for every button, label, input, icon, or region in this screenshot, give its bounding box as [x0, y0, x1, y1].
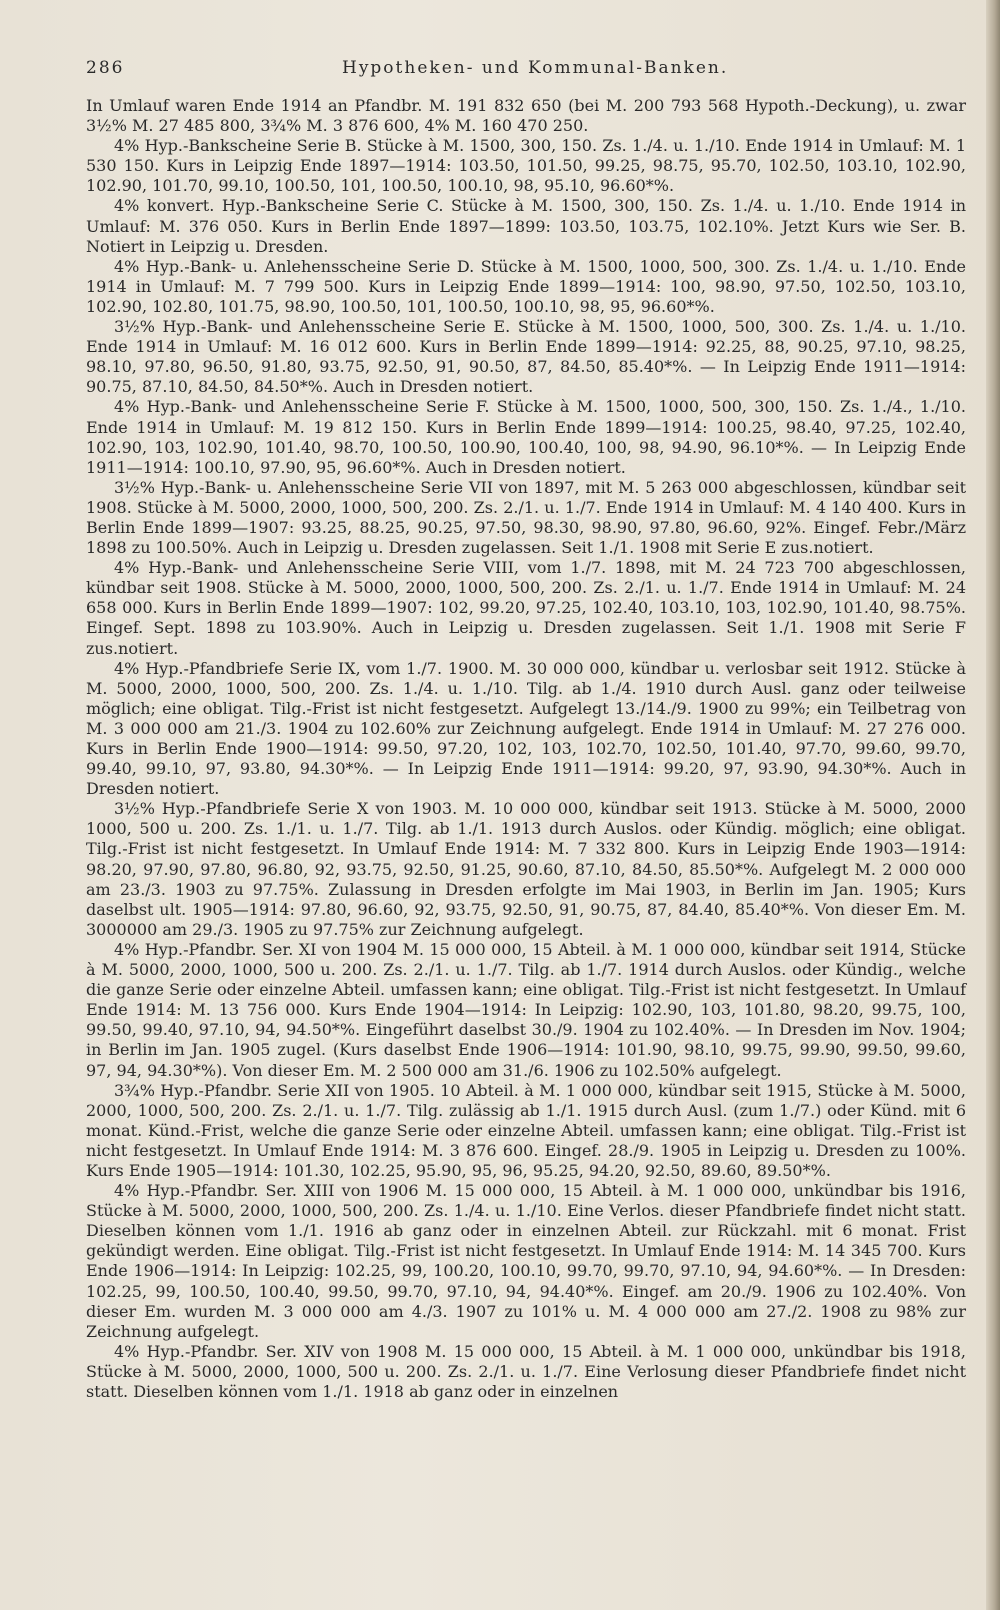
- paragraph-serie-xiv: 4% Hyp.-Pfandbr. Ser. XIV von 1908 M. 15 000 000, 15 Abteil. à M. 1 000 000, unkündbar bis 1918, Stücke à M. 5000, 2000, 1000, 500 u. 200. Zs. 2./1. u. 1./7. Eine Verlosung dieser Pfandbriefe findet nicht statt. Dieselben können vom 1./1. 1918 ab ganz oder in einzelnen: [86, 1341, 966, 1401]
- paragraph-serie-xi: 4% Hyp.-Pfandbr. Ser. XI von 1904 M. 15 000 000, 15 Abteil. à M. 1 000 000, kündbar seit 1914, Stücke à M. 5000, 2000, 1000, 500 u. 200. Zs. 2./1. u. 1./7. Tilg. ab 1./7. 1914 durch Auslos. oder Kündig., welche die ganze Serie oder einzelne Abteil. umfassen kann; eine obligat. Tilg.-Frist ist nicht festgesetzt. In Umlauf Ende 1914: M. 13 756 000. Kurs Ende 1904—1914: In Leipzig: 102.90, 103, 101.80, 98.20, 99.75, 100, 99.50, 99.40, 97.10, 94, 94.50*%. Eingeführt daselbst 30./9. 1904 zu 102.40%. — In Dresden im Nov. 1904; in Berlin im Jan. 1905 zugel. (Kurs daselbst Ende 1906—1914: 101.90, 98.10, 99.75, 99.90, 99.50, 99.60, 97, 94, 94.30*%). Von dieser Em. M. 2 500 000 am 31./6. 1906 zu 102.50% aufgelegt.: [86, 939, 966, 1080]
- paragraph-umlauf: In Umlauf waren Ende 1914 an Pfandbr. M. 191 832 650 (bei M. 200 793 568 Hypoth.-Deckung), u. zwar 3½% M. 27 485 800, 3¾% M. 3 876 600, 4% M. 160 470 250.: [86, 96, 966, 136]
- book-spine-shadow: [986, 0, 1000, 1610]
- page-number: 286: [86, 58, 125, 78]
- paragraph-serie-ix: 4% Hyp.-Pfandbriefe Serie IX, vom 1./7. 1900. M. 30 000 000, kündbar u. verlosbar seit 1912. Stücke à M. 5000, 2000, 1000, 500, 200. Zs. 1./4. u. 1./10. Tilg. ab 1./4. 1910 durch Ausl. ganz oder teilweise möglich; eine obligat. Tilg.-Frist ist nicht festgesetzt. Aufgelegt 13./14./9. 1900 zu 99%; ein Teilbetrag von M. 3 000 000 am 21./3. 1904 zu 102.60% zur Zeichnung aufgelegt. Ende 1914 in Umlauf: M. 27 276 000. Kurs in Berlin Ende 1900—1914: 99.50, 97.20, 102, 103, 102.70, 102.50, 101.40, 97.70, 99.60, 99.70, 99.40, 99.10, 97, 93.80, 94.30*%. — In Leipzig Ende 1911—1914: 99.20, 97, 93.90, 94.30*%. Auch in Dresden notiert.: [86, 658, 966, 799]
- paragraph-serie-vii: 3½% Hyp.-Bank- u. Anlehensscheine Serie VII von 1897, mit M. 5 263 000 abgeschlossen, kündbar seit 1908. Stücke à M. 5000, 2000, 1000, 500, 200. Zs. 2./1. u. 1./7. Ende 1914 in Umlauf: M. 4 140 400. Kurs in Berlin Ende 1899—1907: 93.25, 88.25, 90.25, 97.50, 98.30, 98.90, 97.80, 96.60, 92%. Eingef. Febr./März 1898 zu 100.50%. Auch in Leipzig u. Dresden zugelassen. Seit 1./1. 1908 mit Serie E zus.notiert.: [86, 477, 966, 558]
- paragraph-serie-x: 3½% Hyp.-Pfandbriefe Serie X von 1903. M. 10 000 000, kündbar seit 1913. Stücke à M. 5000, 2000 1000, 500 u. 200. Zs. 1./1. u. 1./7. Tilg. ab 1./1. 1913 durch Auslos. oder Kündig. möglich; eine obligat. Tilg.-Frist ist nicht festgesetzt. In Umlauf Ende 1914: M. 7 332 800. Kurs in Leipzig Ende 1903—1914: 98.20, 97.90, 97.80, 96.80, 92, 93.75, 92.50, 91.25, 90.60, 87.10, 84.50, 85.50*%. Aufgelegt M. 2 000 000 am 23./3. 1903 zu 97.75%. Zulassung in Dresden erfolgte im Mai 1903, in Berlin im Jan. 1905; Kurs daselbst ult. 1905—1914: 97.80, 96.60, 92, 93.75, 92.50, 91, 90.75, 87, 84.40, 85.40*%. Von dieser Em. M. 3000000 am 29./3. 1905 zu 97.75% zur Zeichnung aufgelegt.: [86, 799, 966, 939]
- paragraph-serie-viii: 4% Hyp.-Bank- und Anlehensscheine Serie VIII, vom 1./7. 1898, mit M. 24 723 700 abgeschlossen, kündbar seit 1908. Stücke à M. 5000, 2000, 1000, 500, 200. Zs. 2./1. u. 1./7. Ende 1914 in Umlauf: M. 24 658 000. Kurs in Berlin Ende 1899—1907: 102, 99.20, 97.25, 102.40, 103.10, 103, 102.90, 101.40, 98.75%. Eingef. Sept. 1898 zu 103.90%. Auch in Leipzig u. Dresden zugelassen. Seit 1./1. 1908 mit Serie F zus.notiert.: [86, 558, 966, 658]
- page-body: [86, 96, 966, 1402]
- paragraph-serie-c: 4% konvert. Hyp.-Bankscheine Serie C. Stücke à M. 1500, 300, 150. Zs. 1./4. u. 1./10. Ende 1914 in Umlauf: M. 376 050. Kurs in Berlin Ende 1897—1899: 103.50, 103.75, 102.10%. Jetzt Kurs wie Ser. B. Notiert in Leipzig u. Dresden.: [86, 196, 966, 256]
- running-title: Hypotheken- und Kommunal-Banken.: [342, 58, 729, 78]
- paragraph-serie-b: 4% Hyp.-Bankscheine Serie B. Stücke à M. 1500, 300, 150. Zs. 1./4. u. 1./10. Ende 1914 in Umlauf: M. 1 530 150. Kurs in Leipzig Ende 1897—1914: 103.50, 101.50, 99.25, 98.75, 95.70, 102.50, 103.10, 102.90, 102.90, 101.70, 99.10, 100.50, 101, 100.50, 100.10, 98, 95.10, 96.60*%.: [86, 136, 966, 196]
- paragraph-serie-xiii: 4% Hyp.-Pfandbr. Ser. XIII von 1906 M. 15 000 000, 15 Abteil. à M. 1 000 000, unkündbar bis 1916, Stücke à M. 5000, 2000, 1000, 500, 200. Zs. 1./4. u. 1./10. Eine Verlos. dieser Pfandbriefe findet nicht statt. Dieselben können vom 1./1. 1916 ab ganz oder in einzelnen Abteil. zur Rückzahl. mit 6 monat. Frist gekündigt werden. Eine obligat. Tilg.-Frist ist nicht festgesetzt. In Umlauf Ende 1914: M. 14 345 700. Kurs Ende 1906—1914: In Leipzig: 102.25, 99, 100.20, 100.10, 99.70, 99.70, 97.10, 94, 94.60*%. — In Dresden: 102.25, 99, 100.50, 100.40, 99.50, 99.70, 97.10, 94, 94.40*%. Eingef. am 20./9. 1906 zu 102.40%. Von dieser Em. wurden M. 3 000 000 am 4./3. 1907 zu 101% u. M. 4 000 000 am 27./2. 1908 zu 98% zur Zeichnung aufgelegt.: [86, 1181, 966, 1341]
- paragraph-serie-f: 4% Hyp.-Bank- und Anlehensscheine Serie F. Stücke à M. 1500, 1000, 500, 300, 150. Zs. 1./4., 1./10. Ende 1914 in Umlauf: M. 19 812 150. Kurs in Berlin Ende 1899—1914: 100.25, 98.40, 97.25, 102.40, 102.90, 103, 102.90, 101.40, 98.70, 100.50, 100.90, 100.40, 100, 98, 94.90, 96.10*%. — In Leipzig Ende 1911—1914: 100.10, 97.90, 95, 96.60*%. Auch in Dresden notiert.: [86, 397, 966, 477]
- paragraph-serie-e: 3½% Hyp.-Bank- und Anlehensscheine Serie E. Stücke à M. 1500, 1000, 500, 300. Zs. 1./4. u. 1./10. Ende 1914 in Umlauf: M. 16 012 600. Kurs in Berlin Ende 1899—1914: 92.25, 88, 90.25, 97.10, 98.25, 98.10, 97.80, 96.50, 91.80, 93.75, 92.50, 91, 90.50, 87, 84.50, 85.40*%. — In Leipzig Ende 1911—1914: 90.75, 87.10, 84.50, 84.50*%. Auch in Dresden notiert.: [86, 317, 966, 397]
- page-header: [86, 58, 960, 84]
- paragraph-serie-d: 4% Hyp.-Bank- u. Anlehensscheine Serie D. Stücke à M. 1500, 1000, 500, 300. Zs. 1./4. u. 1./10. Ende 1914 in Umlauf: M. 7 799 500. Kurs in Leipzig Ende 1899—1914: 100, 98.90, 97.50, 102.50, 103.10, 102.90, 102.80, 101.75, 98.90, 100.50, 101, 100.50, 100.10, 98, 95, 96.60*%.: [86, 256, 966, 316]
- paragraph-serie-xii: 3¾% Hyp.-Pfandbr. Serie XII von 1905. 10 Abteil. à M. 1 000 000, kündbar seit 1915, Stücke à M. 5000, 2000, 1000, 500, 200. Zs. 2./1. u. 1./7. Tilg. zulässig ab 1./1. 1915 durch Ausl. (zum 1./7.) oder Künd. mit 6 monat. Künd.-Frist, welche die ganze Serie oder einzelne Abteil. umfassen kann; eine obligat. Tilg.-Frist ist nicht festgesetzt. In Umlauf Ende 1914: M. 3 876 600. Eingef. 28./9. 1905 in Leipzig u. Dresden zu 100%. Kurs Ende 1905—1914: 101.30, 102.25, 95.90, 95, 96, 95.25, 94.20, 92.50, 89.60, 89.50*%.: [86, 1080, 966, 1180]
